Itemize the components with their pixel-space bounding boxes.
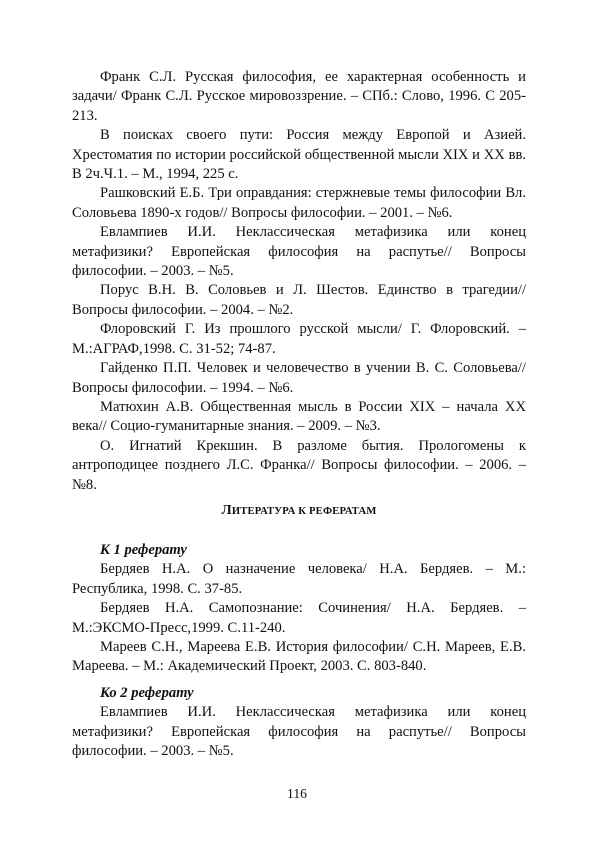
page-number: 116 [287, 786, 307, 801]
reference-item: О. Игнатий Крекшин. В разломе бытия. Прологомены к антроподицее позднего Л.С. Франка// Вопросы философии. – 2006. – №8. [72, 437, 526, 493]
reference-item: Матюхин А.В. Общественная мысль в России XIX – начала XX века// Социо-гуманитарные знания. – 2009. – №3. [72, 398, 526, 435]
reference-list [72, 68, 526, 495]
section-heading [72, 502, 526, 518]
reference-item: Порус В.Н. В. Соловьев и Л. Шестов. Единство в трагедии// Вопросы философии. – 2004. – №2. [72, 282, 526, 318]
reference-item: Евлампиев И.И. Неклассическая метафизика или конец метафизики? Европейская философия на распутье// Вопросы философии. – 2003. – №5. [72, 224, 526, 280]
reference-item: Рашковский Е.Б. Три оправдания: стержневые темы философии Вл. Соловьева 1890-х годов// Вопросы философии. – 2001. – №6. [72, 185, 526, 221]
reference-item: Мареев С.Н., Мареева Е.В. История философии/ С.Н. Мареев, Е.В. Мареева. – М.: Академический Проект, 2003. С. 803-840. [72, 639, 526, 675]
section-1-title: К 1 реферату [100, 542, 187, 558]
reference-item: Франк С.Л. Русская философия, ее характерная особенность и задачи/ Франк С.Л. Русское мировоззрение. – СПб.: Слово, 1996. С 205-213. [72, 69, 526, 124]
heading-first-letter: Л [221, 502, 232, 517]
reference-item: Бердяев Н.А. О назначение человека/ Н.А. Бердяев. – М.: Республика, 1998. С. 37-85. [72, 561, 526, 597]
reference-item: Евлампиев И.И. Неклассическая метафизика или конец метафизики? Европейская философия на распутье// Вопросы философии. – 2003. – №5. [72, 704, 526, 760]
section-2 [72, 684, 526, 762]
reference-item: Гайденко П.П. Человек и человечество в учении В. С. Соловьева// Вопросы философии. – 1994. – №6. [72, 360, 526, 396]
reference-item: Бердяев Н.А. Самопознание: Сочинения/ Н.А. Бердяев. – М.:ЭКСМО-Пресс,1999. С.11-240. [72, 600, 526, 636]
section-2-title: Ко 2 реферату [100, 685, 194, 701]
reference-item: Флоровский Г. Из прошлого русской мысли/ Г. Флоровский. – М.:АГРАФ,1998. С. 31-52; 74-87. [72, 321, 526, 357]
heading-rest: ИТЕРАТУРА К РЕФЕРАТАМ [231, 506, 377, 517]
section-1 [72, 541, 526, 677]
reference-item: В поисках своего пути: Россия между Европой и Азией. Хрестоматия по истории российской общественной мысли XIX и XX вв. В 2ч.Ч.1. – М., 1994, 225 с. [72, 127, 526, 183]
